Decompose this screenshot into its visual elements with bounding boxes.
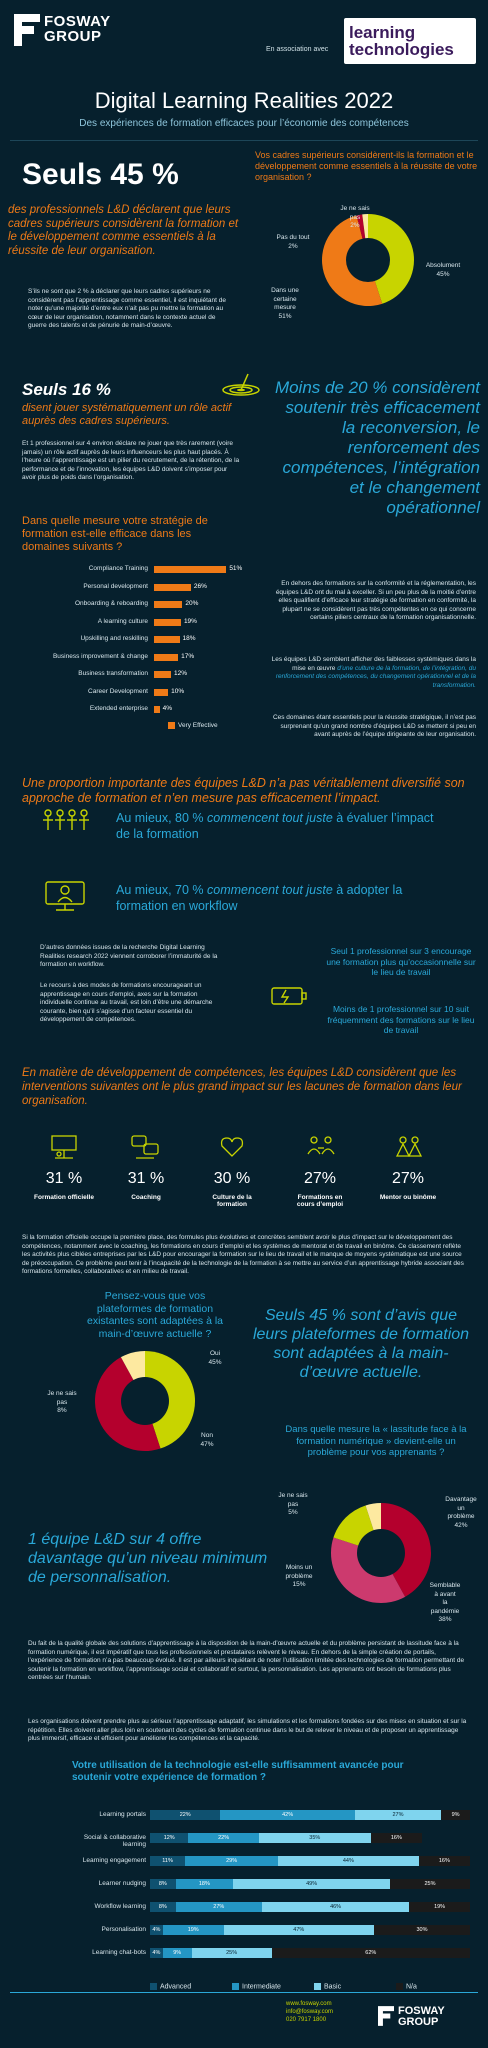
footer-fosway-logo-icon — [378, 2006, 394, 2026]
donut1-label-jns: Je ne sais pas 2% — [340, 205, 370, 229]
s6-left-headline: 1 équipe L&D sur 4 offre davantage qu’un niveau minimum de personnalisation. — [28, 1531, 268, 1586]
page-subtitle: Des expériences de formation efficaces pour l’économie des compétences — [79, 118, 409, 129]
stack-segment-advanced: 4% — [150, 1948, 163, 1958]
on-the-job-icon — [306, 1134, 336, 1160]
footer-links — [286, 2000, 333, 2024]
stack-segment-advanced: 8% — [150, 1879, 176, 1889]
stack-row — [150, 1810, 470, 1820]
stack-category-label: Workflow learning — [94, 1903, 146, 1910]
stack-segment-advanced: 8% — [150, 1902, 176, 1912]
s4-body2: Le recours à des modes de formations encourageant un apprentissage en cours d’emploi, axes sur la formation individuelle continue au travail, est loin d’être une démarche courante, bien qu’il s’agisse d’un facteur essentiel du développement de compétences. — [40, 982, 213, 1023]
legend-swatch — [150, 1983, 157, 1990]
association-label: En association avec — [266, 46, 329, 53]
stack-category-label: Learning portals — [99, 1811, 146, 1818]
donut2-label-non: Non 47% — [200, 1432, 214, 1448]
stack-segment-intermediate: 18% — [176, 1879, 234, 1889]
divider — [10, 140, 478, 141]
s4-headline: Une proportion importante des équipes L&D n’a pas véritablement diversifié son approche de formation et n’en mesure pas efficacement l’impact. — [22, 776, 465, 805]
stack-category-label: Learning engagement — [82, 1857, 146, 1864]
donut1-label-abs: Absolument 45% — [425, 262, 461, 278]
bar-category-label: Onboarding & reboarding — [75, 600, 148, 607]
bar-value-label: 10% — [171, 687, 185, 695]
stack-category-label: Social & collaborative learning — [83, 1834, 146, 1848]
stack-category-label: Learning chat-bots — [92, 1949, 146, 1956]
bar-category-label: Career Development — [88, 687, 148, 695]
stack-segment-n-a: 62% — [272, 1948, 470, 1958]
s2-headline: Seuls 16 % — [22, 380, 111, 399]
stack-segment-intermediate: 19% — [163, 1925, 224, 1935]
legend-swatch — [314, 1983, 321, 1990]
bar-very-effective — [154, 584, 191, 591]
bar-very-effective — [154, 636, 180, 643]
bar-chart-legend: Very Effective — [168, 722, 218, 729]
s7-title: Votre utilisation de la technologie est-elle suffisamment avancée pour soutenir votre expérience de formation ? — [72, 1760, 404, 1783]
stack-segment-advanced: 11% — [150, 1856, 185, 1866]
s6-body1: Du fait de la qualité globale des solutions d’apprentissage à la disposition de la main-d’œuvre actuelle et du problème persistant de lassitude face à la formation numérique, il est impératif que tous les professionnels et prestataires relèvent le niveau. En dehors de la simple création de portails, l’expérience de formation n’a pas beaucoup évolué. Il est par ailleurs inquiétant de noter l’utilisation limitée des technologies de formation permettant de soutenir la formation en workflow, l’apprentissage social et collaboratif et surtout, la personnalisation. Les apprenants ont besoin de formations plus centrées sur l’humain. — [28, 1640, 465, 1681]
stack-category-label: Personalisation — [101, 1926, 146, 1933]
stack-segment-basic: 27% — [355, 1810, 441, 1820]
s4-stat2: Au mieux, 70 % commencent tout juste à adopter la formation en workflow — [116, 883, 403, 913]
bar-value-label: 4% — [162, 705, 173, 712]
s4-right1: Seul 1 professionnel sur 3 encourage une formation plus qu’occasionnelle sur le lieu de travail — [326, 946, 476, 977]
bar-value-label: 18% — [182, 635, 196, 642]
bar-chart-title: Dans quelle mesure votre stratégie de formation est-elle efficace dans les domaines suivants ? — [22, 515, 208, 553]
bar-category-label: Extended enterprise — [89, 705, 148, 712]
stack-row — [150, 1925, 470, 1935]
target-icon — [222, 372, 260, 396]
s5-pct-5: 27% — [391, 1170, 425, 1187]
stack-segment-n-a: 19% — [409, 1902, 470, 1912]
stack-segment-advanced: 4% — [150, 1925, 163, 1935]
s5-pct-3: 30 % — [213, 1170, 251, 1187]
legend-item: Intermediate — [232, 1983, 281, 1990]
s5-pct-4: 27% — [303, 1170, 337, 1187]
stack-segment-basic: 46% — [262, 1902, 409, 1912]
s2-body: Et 1 professionnel sur 4 environ déclare ne jouer que très rarement (voire jamais) un rôle actif auprès de leurs influenceurs les plus haut placés. À l’heure où l’apprentissage est un pilier du recrutement, de la rétention, de la performance et de l’innovation, les équipes L&D doivent s’imposer pour avoir plus de poids dans l’organisation. — [22, 440, 240, 481]
battery-icon — [270, 980, 310, 1012]
bar-category-label: Personal development — [83, 582, 148, 590]
bar-category-label: Business improvement & change — [52, 652, 148, 660]
s2-right-body3: Ces domaines étant essentiels pour la réussite stratégique, il n’est pas surprenant qu’un grand nombre d’équipes L&D se mettent si peu en avant auprès de l’équipe dirigeante de leur organisation. — [272, 714, 476, 738]
stack-segment-n-a: 16% — [419, 1856, 470, 1866]
page-title: Digital Learning Realities 2022 — [94, 88, 394, 113]
bar-category-label: Upskilling and reskilling — [80, 635, 148, 642]
stack-segment-intermediate: 42% — [220, 1810, 354, 1820]
stack-segment-advanced: 22% — [150, 1810, 220, 1820]
donut3-label-sem: Semblable à avant la pandémie 38% — [429, 1582, 461, 1623]
s5-body: Si la formation officielle occupe la première place, des formules plus évolutives et concrètes semblent avoir le plus d’impact sur le développement des compétences, notamment avec le coaching, les formations en cours d’emploi et les systèmes de mentorat et de travail en binôme. Ce classement reflète les activités plus ciblées entreprises par les L&D pour encourager la formation sur le lieu de travail et le manque de moyens systématique est une source de préoccupation. Ce problème peut tenir à l’incapacité de la technologie de la formation à se mettre au service d’un apprentissage hybride associant des formations formelles, collaboratives et en milieu de travail. — [22, 1234, 464, 1275]
bar-very-effective — [154, 566, 226, 573]
donut3-label-dav: Davantage un problème 42% — [445, 1496, 477, 1529]
s5-label-1: Formation officielle — [34, 1194, 94, 1201]
mentor-icon — [394, 1134, 424, 1160]
stack-segment-advanced: 12% — [150, 1833, 188, 1843]
footer-phone-link[interactable]: 020 7917 1800 — [286, 2017, 327, 2023]
bar-category-label: A learning culture — [97, 617, 148, 625]
stacked-bar-chart — [0, 1810, 488, 1992]
donut1-label-cert: Dans une certaine mesure 51% — [271, 287, 299, 320]
s5-headline: En matière de développement de compétences, les équipes L&D considèrent que les interventions suivantes ont le plus grand impact sur les lacunes de formation dans leur organisation. — [22, 1067, 462, 1107]
bar-very-effective — [154, 689, 168, 696]
stack-segment-basic: 47% — [224, 1925, 374, 1935]
s5-pct-1: 31 % — [45, 1170, 83, 1187]
coaching-icon — [130, 1134, 160, 1160]
s2-right-body1: En dehors des formations sur la conformité et la réglementation, les équipes L&D ont du mal à exceller. Si un peu plus de la moitié d’entre elles qualifient d’efficace leur stratégie de formation en conformité, la plupart ne se considèrent pas très compétentes en ce qui concerne certains piliers centraux de la formation organisationnelle. — [275, 580, 476, 621]
bar-value-label: 51% — [229, 565, 243, 572]
s1-body: S’ils ne sont que 2 % à déclarer que leurs cadres supérieurs ne considèrent pas l’apprentissage comme essentiel, il est inquiétant de noter qu’une majorité d’entre eux n’ait pas pu mettre la formation au cœur de leur organisation, notamment dans le contexte actuel de guerre des talents et de pénurie de main-d’œuvre. — [28, 288, 227, 329]
s5-label-3: Culture de la formation — [212, 1194, 252, 1208]
stack-segment-n-a: 25% — [390, 1879, 470, 1889]
donut3-title: Dans quelle mesure la « lassitude face à la formation numérique » devient-elle un problème pour vos apprenants ? — [285, 1424, 467, 1458]
horizontal-bar-chart — [8, 562, 248, 722]
stack-segment-basic: 35% — [259, 1833, 371, 1843]
legend-swatch — [168, 722, 175, 729]
s5-pct-2: 31 % — [127, 1170, 165, 1187]
stack-row — [150, 1833, 422, 1843]
stack-row — [150, 1879, 470, 1889]
s5-label-5: Mentor ou binôme — [379, 1194, 437, 1201]
donut2-title: Pensez-vous que vos plateformes de formation existantes sont adaptées à la main-d’œuvre actuelle ? — [86, 1290, 223, 1340]
s6-right-headline: Seuls 45 % sont d’avis que leurs plateformes de formation sont adaptées à la main-d’œuvre actuelle. — [252, 1307, 470, 1381]
stack-segment-n-a: 16% — [371, 1833, 422, 1843]
fosway-logo-icon — [14, 14, 40, 46]
bar-very-effective — [154, 706, 160, 713]
classroom-icon — [50, 1134, 78, 1160]
bar-very-effective — [154, 601, 182, 608]
stack-category-label: Learner nudging — [98, 1880, 146, 1887]
s5-label-2: Coaching — [131, 1194, 161, 1201]
stack-segment-basic: 49% — [233, 1879, 390, 1889]
footer-website-link[interactable]: www.fosway.com — [286, 2001, 332, 2007]
stack-segment-basic: 44% — [278, 1856, 419, 1866]
computer-user-icon — [44, 880, 86, 914]
s6-body2: Les organisations doivent prendre plus au sérieux l’apprentissage adaptatif, les simulations et les formations fondées sur des mises en situation et sur la répétition. Elles doivent aller plus loin en soutenant des cycles de formation continue dans le but de relever le niveau et de proposer un apprentissage plus immersif, efficace et efficient pour améliorer les compétences et la capacité. — [28, 1718, 467, 1742]
stack-segment-intermediate: 22% — [188, 1833, 258, 1843]
s1-lead: des professionnels L&D déclarent que leurs cadres supérieurs considèrent la formation et le développement comme essentiels à la réussite de leur organisation. — [8, 204, 239, 257]
donut2-label-oui: Oui 45% — [208, 1350, 222, 1366]
stack-segment-n-a: 30% — [374, 1925, 470, 1935]
heart-culture-icon — [218, 1134, 246, 1160]
stack-row — [150, 1856, 470, 1866]
bar-value-label: 26% — [193, 582, 207, 590]
donut1-label-pas: Pas du tout 2% — [276, 234, 310, 250]
stack-segment-intermediate: 9% — [163, 1948, 192, 1958]
header — [0, 0, 488, 72]
s2-lead: disent jouer systématiquement un rôle actif auprès des cadres supérieurs. — [22, 402, 232, 427]
bar-very-effective — [154, 654, 178, 661]
legend-swatch — [232, 1983, 239, 1990]
bar-value-label: 20% — [185, 600, 199, 607]
s1-headline: Seuls 45 % — [22, 158, 179, 191]
people-icon — [40, 808, 92, 838]
legend-item: N/a — [396, 1983, 417, 1990]
fosway-logo-text: FOSWAY GROUP — [44, 13, 111, 45]
s4-body1: D’autres données issues de la recherche Digital Learning Realities research 2022 viennent corroborer l’immaturité de la formation en workflow. — [40, 944, 218, 968]
stack-segment-n-a: 9% — [441, 1810, 470, 1820]
footer-divider — [10, 1992, 478, 1993]
legend-item: Advanced — [150, 1983, 191, 1990]
bar-value-label: 19% — [183, 617, 197, 625]
stack-row — [150, 1902, 470, 1912]
donut3-label-moins: Moins un problème 15% — [285, 1564, 313, 1588]
stack-segment-basic: 25% — [192, 1948, 272, 1958]
bar-category-label: Compliance Training — [88, 565, 148, 572]
donut2-label-jns: Je ne sais pas 8% — [47, 1390, 77, 1414]
s2-right-body2: Les équipes L&D semblent afficher des faiblesses systémiques dans la mise en œuvre d’une culture de la formation, de l’intégration, du renforcement des compétences, du changement opérationnel et de la transformation. — [271, 656, 476, 689]
bar-value-label: 17% — [181, 652, 195, 660]
s5-label-4: Formations en cours d’emploi — [296, 1194, 344, 1208]
legend-item: Basic — [314, 1983, 341, 1990]
donut2-chart — [90, 1346, 200, 1456]
footer-email-link[interactable]: info@fosway.com — [286, 2009, 333, 2015]
donut1-title: Vos cadres supérieurs considèrent-ils la formation et le développement comme essentiels à la réussite de votre organisation ? — [255, 150, 478, 182]
bar-category-label: Business transformation — [78, 670, 148, 677]
bar-very-effective — [154, 671, 171, 678]
stack-segment-intermediate: 29% — [185, 1856, 278, 1866]
stack-segment-intermediate: 27% — [176, 1902, 262, 1912]
learning-technologies-logo: learning technologies — [344, 18, 476, 64]
footer-logo-text: FOSWAY GROUP — [398, 2005, 445, 2028]
s4-stat1: Au mieux, 80 % commencent tout juste à évaluer l’impact de la formation — [116, 811, 434, 841]
s2-right-headline: Moins de 20 % considèrent soutenir très efficacement la reconversion, le renforcement des compétences, l’intégration et le changement opérationnel — [274, 378, 480, 517]
legend-swatch — [396, 1983, 403, 1990]
bar-very-effective — [154, 619, 181, 626]
s4-right2: Moins de 1 professionnel sur 10 suit fréquemment des formations sur le lieu de travail — [327, 1004, 475, 1035]
bar-value-label: 12% — [174, 670, 188, 677]
donut3-label-jns: Je ne sais pas 5% — [278, 1492, 308, 1516]
stack-row — [150, 1948, 470, 1958]
